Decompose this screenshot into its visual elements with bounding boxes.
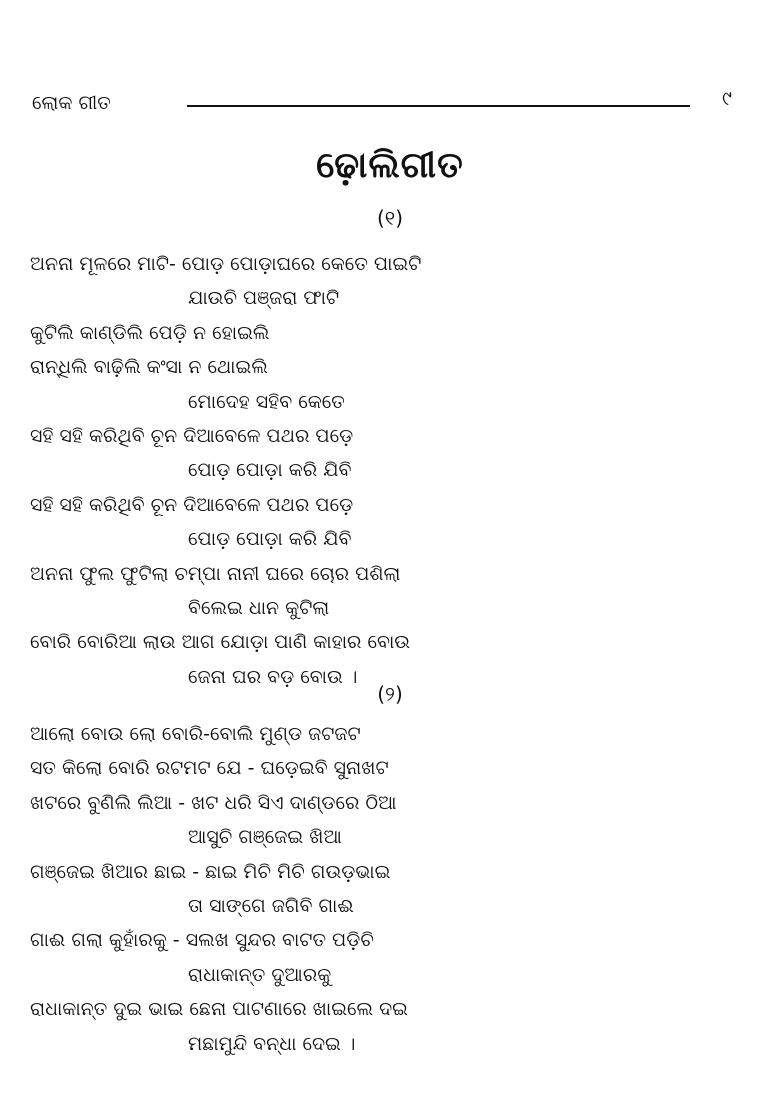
- running-title: ଲୋକ ଗୀତ: [32, 92, 111, 114]
- poem-line: ସହି ସହି କରିଥିବି ଚୂନ ଦିଆବେଳେ ପଥର ପଡ଼େ: [30, 493, 354, 516]
- poem-line: ସତ କିଲୋ ବୋରି ରଟମଟ ଯେ - ଘଡ଼େଇବି ସୁନାଖଟ: [30, 757, 389, 780]
- poem-line: ବିଲେଇ ଧାନ କୁଟିଲା: [188, 597, 330, 619]
- section-number: (୧): [376, 206, 404, 230]
- poem-line: ରାଧାକାନ୍ତ ଦୁଆରକୁ: [188, 963, 332, 986]
- poem-line: ରାଧାକାନ୍ତ ଦୁଇ ଭାଇ ଛେନା ପାଟଣାରେ ଖାଇଲେ ଦଇ: [30, 998, 408, 1021]
- section-number: (୨): [377, 682, 403, 706]
- poem-line: ବୋରି ବୋରିଆ ଲାଉ ଆଗ ଯୋଡ଼ା ପାଣି କାହାର ବୋଉ: [30, 631, 411, 654]
- poem-line: ଅନନା ମୂଳରେ ମାଟି- ପୋଡ଼ ପୋଡ଼ାଘରେ କେତେ ପାଇଟି: [30, 253, 422, 275]
- page-number: ୯: [722, 86, 732, 110]
- poem-line: ଯାଉଚି ପଞ୍ଜରା ଫାଟି: [188, 287, 340, 310]
- poem-line: ଗାଈ ଗଲା କୁହାଁରକୁ - ସଲଖ ସୁନ୍ଦର ବାଟତ ପଡ଼ିଚି: [30, 929, 374, 952]
- poem-line: କୁଟିଲି କାଣ୍ଡିଲି ପେଡ଼ି ନ ହୋଇଲି: [30, 321, 270, 344]
- poem-line: ଜେନା ଘର ବଡ଼ ବୋଉ ।: [188, 665, 358, 688]
- poem-line: ତା ସାଙ୍ଗେ ଜଗିବି ଗାଈ: [188, 895, 354, 917]
- poem-line: ରାନ୍ଧିଲି ବାଢ଼ିଲି କଂସା ନ ଥୋଇଲି: [30, 356, 268, 379]
- poem-line: ଆସୁଚି ଗଞ୍ଜେଇ ଖିଆ: [188, 826, 342, 849]
- poem-line: ମଛାମୁନ୍ଦି ବନ୍ଧା ଦେଇ ।: [188, 1032, 356, 1055]
- poem-line: ପୋଡ଼ ପୋଡ଼ା କରି ଯିବି: [188, 528, 352, 551]
- header-rule: [187, 105, 690, 107]
- poem-line: ପୋଡ଼ ପୋଡ଼ା କରି ଯିବି: [188, 459, 352, 482]
- poem-line: ସହି ସହି କରିଥିବି ଚୂନ ଦିଆବେଳେ ପଥର ପଡ଼େ: [30, 425, 354, 447]
- poem-line: ଆଲୋ ବୋଉ ଲୋ ବୋରି-ବୋଲି ମୁଣ୍ଡ ଜଟଜଟ: [30, 723, 361, 745]
- poem-line: ଖଟରେ ବୁଣିଲି ଲିଆ - ଖଟ ଧରି ସିଏ ଦାଣ୍ଡରେ ଠିଆ: [30, 791, 397, 814]
- poem-title: ଢୋ଼ଲିଗୀତ: [316, 145, 464, 186]
- poem-line: ମୋଦେହ ସହିବ କେତେ: [188, 390, 345, 413]
- page-header: [0, 0, 780, 130]
- poem-line: ଅନନା ଫୁଲ ଫୁଟିଲା ଚମ୍ପା ନାନୀ ଘରେ ଚୋର ପଶିଲା: [30, 562, 401, 585]
- poem-line: ଗଞ୍ଜେଇ ଖିଆର ଛାଇ - ଛାଇ ମିଚି ମିଚି ଗଉଡ଼ଭାଇ: [30, 860, 391, 883]
